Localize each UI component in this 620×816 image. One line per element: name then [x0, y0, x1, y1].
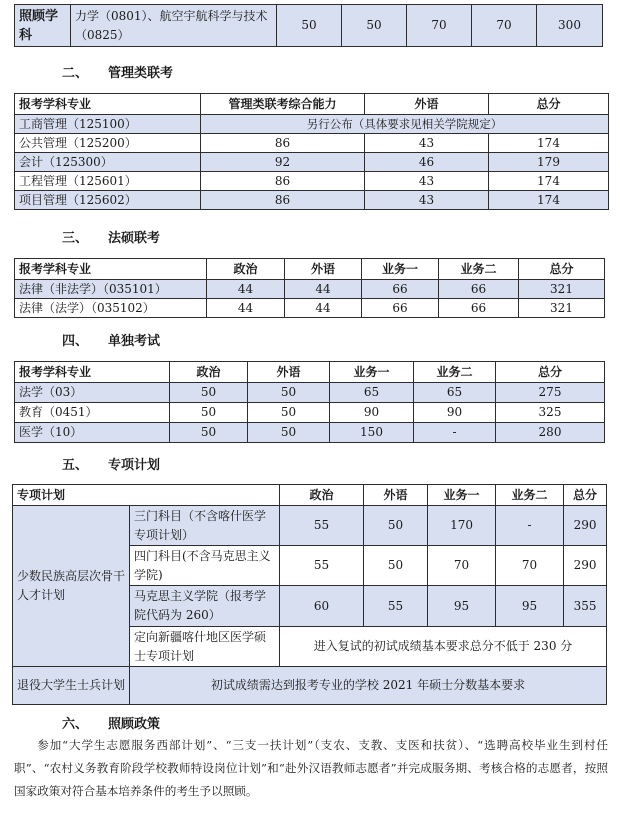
law-cell: 44: [285, 299, 362, 318]
section-3-num: 三、: [62, 231, 89, 246]
law-cell: 321: [519, 299, 605, 318]
table-row: [15, 191, 609, 210]
special-cell: 70: [428, 546, 496, 586]
special-header-4: 业务二: [496, 485, 564, 506]
law-cell: 44: [207, 299, 285, 318]
special-xj-note: 进入复试的初试成绩基本要求总分不低于 230 分: [280, 627, 607, 667]
standalone-cell: 50: [170, 403, 248, 423]
section-4-num: 四、: [62, 334, 89, 349]
mgmt-header-2: 外语: [365, 94, 489, 115]
mgmt-table: [14, 93, 609, 210]
special-cell: 50: [364, 506, 428, 546]
special-header-3: 业务一: [428, 485, 496, 506]
standalone-header-5: 总分: [496, 362, 605, 383]
law-cell: 66: [439, 280, 519, 299]
special-cell: 290: [564, 546, 607, 586]
law-cell: 66: [439, 299, 519, 318]
special-veteran-name: 退役大学生士兵计划: [13, 667, 130, 705]
special-cell: 50: [364, 546, 428, 586]
mgmt-cell: 会计（125300）: [15, 153, 201, 172]
table-row: [15, 172, 609, 191]
table-row: [15, 403, 605, 423]
table-row: [15, 383, 605, 403]
law-cell: 44: [207, 280, 285, 299]
standalone-cell: -: [414, 423, 496, 443]
top-v5: 300: [537, 5, 603, 47]
mgmt-cell: 86: [201, 172, 365, 191]
standalone-cell: 325: [496, 403, 605, 423]
law-cell: 66: [362, 299, 439, 318]
standalone-cell: 65: [414, 383, 496, 403]
special-veteran-note: 初试成绩需达到报考专业的学校 2021 年硕士分数基本要求: [130, 667, 607, 705]
mgmt-note-name: 工商管理（125100）: [15, 115, 201, 134]
special-sub-name: 三门科目（不含喀什医学专项计划）: [130, 506, 280, 546]
mgmt-header-0: 报考学科专业: [15, 94, 201, 115]
mgmt-cell: 179: [489, 153, 609, 172]
law-cell: 法律（法学）（035102）: [15, 299, 207, 318]
mgmt-cell: 174: [489, 134, 609, 153]
law-cell: 法律（非法学）（035101）: [15, 280, 207, 299]
top-v2: 50: [342, 5, 407, 47]
section-5-heading: [62, 454, 160, 473]
law-cell: 321: [519, 280, 605, 299]
mgmt-note-text: 另行公布（具体要求见相关学院规定）: [201, 115, 609, 134]
law-header-2: 外语: [285, 259, 362, 280]
top-v3: 70: [407, 5, 472, 47]
special-cell: 55: [280, 506, 364, 546]
mgmt-cell: 项目管理（125602）: [15, 191, 201, 210]
law-header-4: 业务二: [439, 259, 519, 280]
section-6-heading: [62, 713, 160, 732]
law-header-3: 业务一: [362, 259, 439, 280]
standalone-cell: 280: [496, 423, 605, 443]
top-table: [14, 4, 603, 47]
mgmt-header-3: 总分: [489, 94, 609, 115]
section-6-num: 六、: [62, 717, 89, 732]
table-row: [15, 153, 609, 172]
standalone-cell: 50: [248, 403, 330, 423]
table-row: [15, 299, 605, 318]
standalone-header-4: 业务二: [414, 362, 496, 383]
section-2-title: 管理类联考: [108, 66, 174, 81]
standalone-cell: 50: [170, 423, 248, 443]
standalone-cell: 65: [330, 383, 414, 403]
special-header-1: 政治: [280, 485, 364, 506]
mgmt-cell: 工程管理（125601）: [15, 172, 201, 191]
standalone-cell: 50: [248, 423, 330, 443]
special-cell: 70: [496, 546, 564, 586]
standalone-table: [14, 361, 605, 443]
table-row: [13, 667, 607, 705]
law-header-1: 政治: [207, 259, 285, 280]
special-cell: 55: [280, 546, 364, 586]
section-6-title: 照顾政策: [108, 717, 161, 732]
special-cell: 170: [428, 506, 496, 546]
special-header-0: 专项计划: [13, 485, 280, 506]
standalone-header-1: 政治: [170, 362, 248, 383]
special-xj-name: 定向新疆喀什地区医学硕士专项计划: [130, 627, 280, 667]
standalone-header-0: 报考学科专业: [15, 362, 170, 383]
standalone-cell: 50: [248, 383, 330, 403]
special-header-2: 外语: [364, 485, 428, 506]
mgmt-cell: 174: [489, 172, 609, 191]
law-cell: 44: [285, 280, 362, 299]
mgmt-cell: 46: [365, 153, 489, 172]
standalone-header-3: 业务一: [330, 362, 414, 383]
mgmt-cell: 43: [365, 191, 489, 210]
top-v4: 70: [472, 5, 537, 47]
special-table: [12, 484, 607, 705]
table-row: [15, 280, 605, 299]
mgmt-cell: 86: [201, 191, 365, 210]
law-header-0: 报考学科专业: [15, 259, 207, 280]
section-3-title: 法硕联考: [108, 231, 161, 246]
section-4-heading: [62, 330, 160, 349]
top-subject: 力学（0801）、航空宇航科学与技术（0825）: [71, 5, 277, 47]
standalone-cell: 90: [414, 403, 496, 423]
law-table: [14, 258, 605, 318]
standalone-cell: 法学（03）: [15, 383, 170, 403]
special-sub-name: 马克思主义学院（报考学院代码为 260）: [130, 586, 280, 627]
mgmt-cell: 92: [201, 153, 365, 172]
law-header-5: 总分: [519, 259, 605, 280]
section-2-num: 二、: [62, 66, 89, 81]
section-2-heading: [62, 62, 173, 81]
mgmt-cell: 86: [201, 134, 365, 153]
special-cell: 60: [280, 586, 364, 627]
section-5-title: 专项计划: [108, 458, 161, 473]
top-label: 照顾学科: [15, 5, 71, 47]
table-row: [15, 423, 605, 443]
standalone-cell: 90: [330, 403, 414, 423]
mgmt-cell: 43: [365, 134, 489, 153]
table-row: [13, 506, 607, 546]
special-cell: 95: [428, 586, 496, 627]
policy-paragraph: 参加“大学生志愿服务西部计划”、“三支一扶计划”（支农、支教、支医和扶贫）、“选聘高校毕业生到村任职”、“农村义务教育阶段学校教师特设岗位计划”和“赴外汉语教师志愿者”并完成服务期、考核合格的志愿者，按照国家政策对符合基本培养条件的考生予以照顾。: [14, 738, 608, 798]
mgmt-header-1: 管理类联考综合能力: [201, 94, 365, 115]
special-cell: 290: [564, 506, 607, 546]
standalone-cell: 275: [496, 383, 605, 403]
standalone-cell: 150: [330, 423, 414, 443]
standalone-header-2: 外语: [248, 362, 330, 383]
section-3-heading: [62, 227, 160, 246]
mgmt-cell: 174: [489, 191, 609, 210]
mgmt-cell: 公共管理（125200）: [15, 134, 201, 153]
table-row: [15, 134, 609, 153]
section-4-title: 单独考试: [108, 334, 161, 349]
top-v1: 50: [277, 5, 342, 47]
special-sub-name: 四门科目(不含马克思主义学院): [130, 546, 280, 586]
special-cell: -: [496, 506, 564, 546]
section-5-num: 五、: [62, 458, 89, 473]
special-cell: 355: [564, 586, 607, 627]
special-cell: 95: [496, 586, 564, 627]
special-header-5: 总分: [564, 485, 607, 506]
special-group-label: 少数民族高层次骨干人才计划: [13, 506, 130, 667]
standalone-cell: 50: [170, 383, 248, 403]
special-cell: 55: [364, 586, 428, 627]
mgmt-cell: 43: [365, 172, 489, 191]
standalone-cell: 教育（0451）: [15, 403, 170, 423]
law-cell: 66: [362, 280, 439, 299]
standalone-cell: 医学（10）: [15, 423, 170, 443]
